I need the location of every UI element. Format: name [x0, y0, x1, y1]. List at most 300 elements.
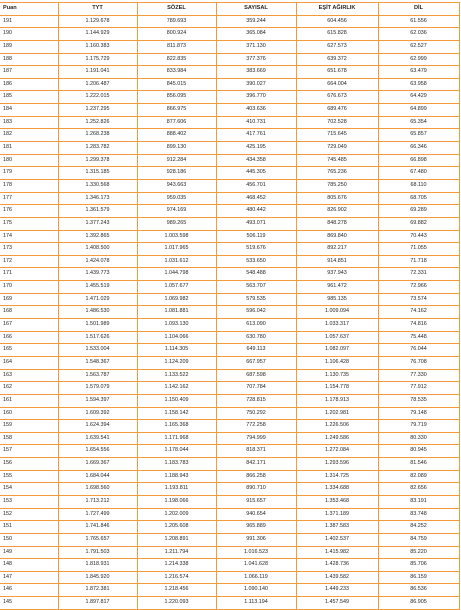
cell-sayisal: 456.701: [216, 179, 296, 192]
column-header-sozel: SÖZEL: [137, 3, 216, 16]
cell-dil: 64.429: [378, 91, 459, 104]
cell-esit-agirlik: 869.840: [296, 230, 378, 243]
table-row: [0, 458, 459, 471]
cell-sayisal: 630.780: [216, 331, 296, 344]
cell-sozel: 1.133.522: [137, 369, 216, 382]
table-row: [0, 255, 459, 268]
cell-dil: 80.945: [378, 445, 459, 458]
cell-dil: 86.159: [378, 571, 459, 584]
table-row: [0, 293, 459, 306]
cell-esit-agirlik: 1.402.537: [296, 533, 378, 546]
cell-tyt: 1.845.920: [58, 571, 137, 584]
cell-esit-agirlik: 1.371.189: [296, 508, 378, 521]
table-body: [0, 15, 459, 609]
cell-puan: 184: [0, 104, 58, 117]
table-row: [0, 15, 459, 28]
cell-sozel: 1.114.305: [137, 344, 216, 357]
cell-esit-agirlik: 914.851: [296, 255, 378, 268]
cell-sozel: 1.069.982: [137, 293, 216, 306]
cell-esit-agirlik: 961.472: [296, 281, 378, 294]
cell-esit-agirlik: 1.387.583: [296, 521, 378, 534]
table-row: [0, 420, 459, 433]
column-header-tyt: TYT: [58, 3, 137, 16]
cell-dil: 61.556: [378, 15, 459, 28]
cell-sayisal: 687.598: [216, 369, 296, 382]
cell-sozel: 1.104.066: [137, 331, 216, 344]
cell-esit-agirlik: 1.415.982: [296, 546, 378, 559]
cell-sayisal: 842.171: [216, 458, 296, 471]
cell-sozel: 1.142.162: [137, 382, 216, 395]
cell-esit-agirlik: 1.353.468: [296, 495, 378, 508]
cell-sozel: 989.265: [137, 217, 216, 230]
cell-puan: 177: [0, 192, 58, 205]
cell-esit-agirlik: 604.456: [296, 15, 378, 28]
cell-esit-agirlik: 729.049: [296, 142, 378, 155]
cell-puan: 176: [0, 205, 58, 218]
cell-dil: 68.110: [378, 179, 459, 192]
cell-tyt: 1.818.931: [58, 559, 137, 572]
cell-puan: 179: [0, 167, 58, 180]
cell-tyt: 1.897.817: [58, 597, 137, 610]
cell-puan: 152: [0, 508, 58, 521]
cell-sayisal: 417.761: [216, 129, 296, 142]
cell-puan: 147: [0, 571, 58, 584]
cell-dil: 83.748: [378, 508, 459, 521]
cell-esit-agirlik: 689.476: [296, 104, 378, 117]
cell-tyt: 1.639.541: [58, 432, 137, 445]
table-row: [0, 154, 459, 167]
cell-sayisal: 371.130: [216, 40, 296, 53]
cell-dil: 84.759: [378, 533, 459, 546]
cell-dil: 67.480: [378, 167, 459, 180]
table-row: [0, 217, 459, 230]
cell-dil: 81.546: [378, 458, 459, 471]
table-row: [0, 483, 459, 496]
cell-tyt: 1.361.579: [58, 205, 137, 218]
cell-sozel: 1.044.798: [137, 268, 216, 281]
cell-sozel: 1.124.209: [137, 356, 216, 369]
cell-sayisal: 410.731: [216, 116, 296, 129]
cell-puan: 164: [0, 356, 58, 369]
cell-esit-agirlik: 1.130.735: [296, 369, 378, 382]
cell-dil: 65.857: [378, 129, 459, 142]
cell-sayisal: 890.710: [216, 483, 296, 496]
cell-tyt: 1.439.773: [58, 268, 137, 281]
cell-sozel: 1.093.130: [137, 319, 216, 332]
cell-esit-agirlik: 1.106.428: [296, 356, 378, 369]
cell-sozel: 1.214.338: [137, 559, 216, 572]
cell-dil: 77.330: [378, 369, 459, 382]
cell-puan: 172: [0, 255, 58, 268]
cell-dil: 76.044: [378, 344, 459, 357]
cell-tyt: 1.160.383: [58, 40, 137, 53]
cell-esit-agirlik: 1.457.549: [296, 597, 378, 610]
cell-tyt: 1.252.826: [58, 116, 137, 129]
cell-puan: 159: [0, 420, 58, 433]
cell-sozel: 866.975: [137, 104, 216, 117]
cell-dil: 68.705: [378, 192, 459, 205]
cell-tyt: 1.377.243: [58, 217, 137, 230]
table-row: [0, 344, 459, 357]
cell-puan: 187: [0, 66, 58, 79]
cell-sozel: 800.924: [137, 28, 216, 41]
cell-esit-agirlik: 785.250: [296, 179, 378, 192]
cell-sayisal: 548.488: [216, 268, 296, 281]
cell-dil: 79.148: [378, 407, 459, 420]
column-header-sayisal: SAYISAL: [216, 3, 296, 16]
cell-sozel: 833.984: [137, 66, 216, 79]
table-row: [0, 432, 459, 445]
cell-tyt: 1.408.500: [58, 243, 137, 256]
cell-esit-agirlik: 676.673: [296, 91, 378, 104]
cell-puan: 186: [0, 78, 58, 91]
cell-sozel: 1.003.598: [137, 230, 216, 243]
cell-esit-agirlik: 1.449.233: [296, 584, 378, 597]
cell-sozel: 974.169: [137, 205, 216, 218]
cell-sozel: 1.205.608: [137, 521, 216, 534]
table-row: [0, 205, 459, 218]
cell-dil: 66.898: [378, 154, 459, 167]
table-row: [0, 53, 459, 66]
score-ranking-table: [0, 2, 460, 610]
cell-tyt: 1.727.499: [58, 508, 137, 521]
table-row: [0, 40, 459, 53]
cell-dil: 69.289: [378, 205, 459, 218]
table-row: [0, 356, 459, 369]
cell-dil: 79.719: [378, 420, 459, 433]
cell-sayisal: 480.442: [216, 205, 296, 218]
cell-sozel: 1.198.066: [137, 495, 216, 508]
table-row: [0, 394, 459, 407]
cell-esit-agirlik: 651.678: [296, 66, 378, 79]
cell-puan: 178: [0, 179, 58, 192]
cell-sozel: 1.218.456: [137, 584, 216, 597]
cell-dil: 83.191: [378, 495, 459, 508]
cell-tyt: 1.533.004: [58, 344, 137, 357]
cell-sayisal: 667.957: [216, 356, 296, 369]
table-row: [0, 116, 459, 129]
cell-esit-agirlik: 937.943: [296, 268, 378, 281]
cell-sayisal: 403.636: [216, 104, 296, 117]
cell-esit-agirlik: 826.902: [296, 205, 378, 218]
column-header-puan: Puan: [0, 3, 58, 16]
cell-sozel: 1.216.574: [137, 571, 216, 584]
cell-tyt: 1.654.556: [58, 445, 137, 458]
cell-tyt: 1.872.381: [58, 584, 137, 597]
cell-tyt: 1.609.392: [58, 407, 137, 420]
table-row: [0, 495, 459, 508]
cell-sayisal: 563.707: [216, 281, 296, 294]
cell-sayisal: 728.815: [216, 394, 296, 407]
cell-puan: 165: [0, 344, 58, 357]
table-row: [0, 571, 459, 584]
cell-tyt: 1.791.503: [58, 546, 137, 559]
cell-sozel: 959.035: [137, 192, 216, 205]
cell-tyt: 1.486.530: [58, 306, 137, 319]
cell-esit-agirlik: 1.272.084: [296, 445, 378, 458]
cell-dil: 82.089: [378, 470, 459, 483]
cell-esit-agirlik: 765.236: [296, 167, 378, 180]
cell-dil: 86.536: [378, 584, 459, 597]
cell-puan: 155: [0, 470, 58, 483]
cell-puan: 153: [0, 495, 58, 508]
cell-dil: 78.535: [378, 394, 459, 407]
cell-esit-agirlik: 1.293.596: [296, 458, 378, 471]
cell-dil: 77.912: [378, 382, 459, 395]
cell-sozel: 1.158.142: [137, 407, 216, 420]
cell-dil: 63.958: [378, 78, 459, 91]
cell-tyt: 1.222.015: [58, 91, 137, 104]
table-row: [0, 167, 459, 180]
cell-sayisal: 359.244: [216, 15, 296, 28]
cell-sayisal: 533.650: [216, 255, 296, 268]
cell-sayisal: 596.042: [216, 306, 296, 319]
cell-sozel: 1.202.009: [137, 508, 216, 521]
cell-sayisal: 794.999: [216, 432, 296, 445]
cell-puan: 146: [0, 584, 58, 597]
cell-dil: 64.899: [378, 104, 459, 117]
cell-tyt: 1.191.041: [58, 66, 137, 79]
cell-tyt: 1.548.367: [58, 356, 137, 369]
cell-sozel: 877.606: [137, 116, 216, 129]
cell-esit-agirlik: 1.249.586: [296, 432, 378, 445]
cell-sozel: 1.031.612: [137, 255, 216, 268]
cell-puan: 181: [0, 142, 58, 155]
cell-sozel: 888.402: [137, 129, 216, 142]
cell-sozel: 912.284: [137, 154, 216, 167]
cell-sayisal: 915.657: [216, 495, 296, 508]
cell-tyt: 1.669.367: [58, 458, 137, 471]
cell-sayisal: 579.535: [216, 293, 296, 306]
cell-puan: 166: [0, 331, 58, 344]
cell-dil: 80.330: [378, 432, 459, 445]
cell-tyt: 1.455.519: [58, 281, 137, 294]
cell-sayisal: 940.654: [216, 508, 296, 521]
table-row: [0, 508, 459, 521]
table-row: [0, 470, 459, 483]
cell-tyt: 1.563.787: [58, 369, 137, 382]
cell-sayisal: 1.090.140: [216, 584, 296, 597]
cell-dil: 72.966: [378, 281, 459, 294]
cell-esit-agirlik: 1.439.582: [296, 571, 378, 584]
cell-puan: 156: [0, 458, 58, 471]
cell-tyt: 1.299.378: [58, 154, 137, 167]
cell-tyt: 1.237.295: [58, 104, 137, 117]
cell-sozel: 1.211.794: [137, 546, 216, 559]
cell-tyt: 1.129.678: [58, 15, 137, 28]
cell-puan: 154: [0, 483, 58, 496]
cell-esit-agirlik: 1.033.317: [296, 319, 378, 332]
cell-tyt: 1.206.487: [58, 78, 137, 91]
header-row: [0, 3, 459, 16]
cell-esit-agirlik: 1.226.506: [296, 420, 378, 433]
cell-dil: 75.448: [378, 331, 459, 344]
cell-dil: 86.905: [378, 597, 459, 610]
cell-puan: 158: [0, 432, 58, 445]
table-row: [0, 66, 459, 79]
cell-dil: 62.999: [378, 53, 459, 66]
cell-sozel: 1.150.409: [137, 394, 216, 407]
cell-tyt: 1.517.626: [58, 331, 137, 344]
cell-tyt: 1.283.782: [58, 142, 137, 155]
cell-esit-agirlik: 627.573: [296, 40, 378, 53]
cell-tyt: 1.346.173: [58, 192, 137, 205]
cell-tyt: 1.315.185: [58, 167, 137, 180]
cell-tyt: 1.424.078: [58, 255, 137, 268]
cell-sayisal: 772.258: [216, 420, 296, 433]
table-row: [0, 243, 459, 256]
cell-puan: 191: [0, 15, 58, 28]
cell-tyt: 1.330.568: [58, 179, 137, 192]
cell-tyt: 1.594.397: [58, 394, 137, 407]
table-row: [0, 142, 459, 155]
table-row: [0, 331, 459, 344]
cell-puan: 174: [0, 230, 58, 243]
cell-puan: 170: [0, 281, 58, 294]
cell-tyt: 1.471.029: [58, 293, 137, 306]
cell-dil: 85.706: [378, 559, 459, 572]
table-row: [0, 306, 459, 319]
table-row: [0, 129, 459, 142]
cell-sozel: 1.183.783: [137, 458, 216, 471]
cell-tyt: 1.144.929: [58, 28, 137, 41]
cell-esit-agirlik: 715.645: [296, 129, 378, 142]
cell-tyt: 1.713.212: [58, 495, 137, 508]
cell-sayisal: 991.306: [216, 533, 296, 546]
cell-sozel: 845.015: [137, 78, 216, 91]
cell-tyt: 1.268.238: [58, 129, 137, 142]
cell-sozel: 1.188.943: [137, 470, 216, 483]
cell-esit-agirlik: 664.004: [296, 78, 378, 91]
cell-sozel: 811.873: [137, 40, 216, 53]
cell-puan: 168: [0, 306, 58, 319]
cell-sozel: 1.220.093: [137, 597, 216, 610]
cell-sayisal: 377.376: [216, 53, 296, 66]
cell-sayisal: 1.016.523: [216, 546, 296, 559]
cell-sozel: 856.095: [137, 91, 216, 104]
cell-sozel: 1.193.811: [137, 483, 216, 496]
cell-dil: 74.816: [378, 319, 459, 332]
cell-dil: 69.882: [378, 217, 459, 230]
cell-puan: 151: [0, 521, 58, 534]
cell-dil: 82.656: [378, 483, 459, 496]
cell-puan: 185: [0, 91, 58, 104]
cell-esit-agirlik: 805.676: [296, 192, 378, 205]
cell-dil: 85.220: [378, 546, 459, 559]
cell-sayisal: 1.041.628: [216, 559, 296, 572]
cell-dil: 84.252: [378, 521, 459, 534]
cell-puan: 182: [0, 129, 58, 142]
cell-puan: 180: [0, 154, 58, 167]
table-row: [0, 369, 459, 382]
cell-puan: 150: [0, 533, 58, 546]
cell-dil: 76.708: [378, 356, 459, 369]
cell-esit-agirlik: 848.278: [296, 217, 378, 230]
cell-sayisal: 613.090: [216, 319, 296, 332]
cell-sayisal: 519.676: [216, 243, 296, 256]
cell-sozel: 1.208.891: [137, 533, 216, 546]
table-row: [0, 559, 459, 572]
cell-puan: 171: [0, 268, 58, 281]
cell-dil: 72.331: [378, 268, 459, 281]
cell-sayisal: 818.371: [216, 445, 296, 458]
cell-sozel: 1.017.965: [137, 243, 216, 256]
cell-puan: 149: [0, 546, 58, 559]
table-row: [0, 28, 459, 41]
cell-esit-agirlik: 702.528: [296, 116, 378, 129]
cell-sozel: 1.165.368: [137, 420, 216, 433]
column-header-esit-agirlik: EŞİT AĞIRLIK: [296, 3, 378, 16]
table-row: [0, 230, 459, 243]
cell-puan: 162: [0, 382, 58, 395]
cell-sayisal: 383.669: [216, 66, 296, 79]
cell-dil: 65.354: [378, 116, 459, 129]
cell-sayisal: 866.258: [216, 470, 296, 483]
cell-sozel: 822.835: [137, 53, 216, 66]
cell-puan: 175: [0, 217, 58, 230]
cell-dil: 63.479: [378, 66, 459, 79]
cell-esit-agirlik: 1.154.778: [296, 382, 378, 395]
cell-esit-agirlik: 985.135: [296, 293, 378, 306]
cell-puan: 145: [0, 597, 58, 610]
cell-sayisal: 506.119: [216, 230, 296, 243]
table-row: [0, 533, 459, 546]
cell-dil: 62.527: [378, 40, 459, 53]
cell-tyt: 1.684.044: [58, 470, 137, 483]
cell-dil: 74.162: [378, 306, 459, 319]
cell-tyt: 1.698.560: [58, 483, 137, 496]
cell-sozel: 1.057.677: [137, 281, 216, 294]
table-row: [0, 78, 459, 91]
cell-esit-agirlik: 1.009.094: [296, 306, 378, 319]
cell-tyt: 1.175.729: [58, 53, 137, 66]
cell-esit-agirlik: 1.057.637: [296, 331, 378, 344]
table-row: [0, 584, 459, 597]
cell-esit-agirlik: 1.428.736: [296, 559, 378, 572]
table-row: [0, 268, 459, 281]
cell-tyt: 1.579.079: [58, 382, 137, 395]
cell-sozel: 1.178.044: [137, 445, 216, 458]
cell-esit-agirlik: 639.372: [296, 53, 378, 66]
cell-puan: 169: [0, 293, 58, 306]
cell-dil: 71.055: [378, 243, 459, 256]
cell-tyt: 1.392.865: [58, 230, 137, 243]
cell-sozel: 928.186: [137, 167, 216, 180]
cell-dil: 70.443: [378, 230, 459, 243]
cell-tyt: 1.765.657: [58, 533, 137, 546]
cell-esit-agirlik: 1.082.097: [296, 344, 378, 357]
cell-puan: 167: [0, 319, 58, 332]
cell-esit-agirlik: 892.217: [296, 243, 378, 256]
cell-puan: 160: [0, 407, 58, 420]
cell-puan: 183: [0, 116, 58, 129]
cell-puan: 173: [0, 243, 58, 256]
cell-esit-agirlik: 1.314.725: [296, 470, 378, 483]
cell-sozel: 943.663: [137, 179, 216, 192]
table-row: [0, 597, 459, 610]
cell-tyt: 1.741.846: [58, 521, 137, 534]
table-row: [0, 445, 459, 458]
cell-esit-agirlik: 1.178.913: [296, 394, 378, 407]
cell-sozel: 899.130: [137, 142, 216, 155]
table-row: [0, 104, 459, 117]
cell-dil: 66.346: [378, 142, 459, 155]
cell-sayisal: 1.113.194: [216, 597, 296, 610]
cell-esit-agirlik: 1.202.981: [296, 407, 378, 420]
cell-esit-agirlik: 615.828: [296, 28, 378, 41]
cell-sayisal: 649.113: [216, 344, 296, 357]
cell-sayisal: 493.071: [216, 217, 296, 230]
